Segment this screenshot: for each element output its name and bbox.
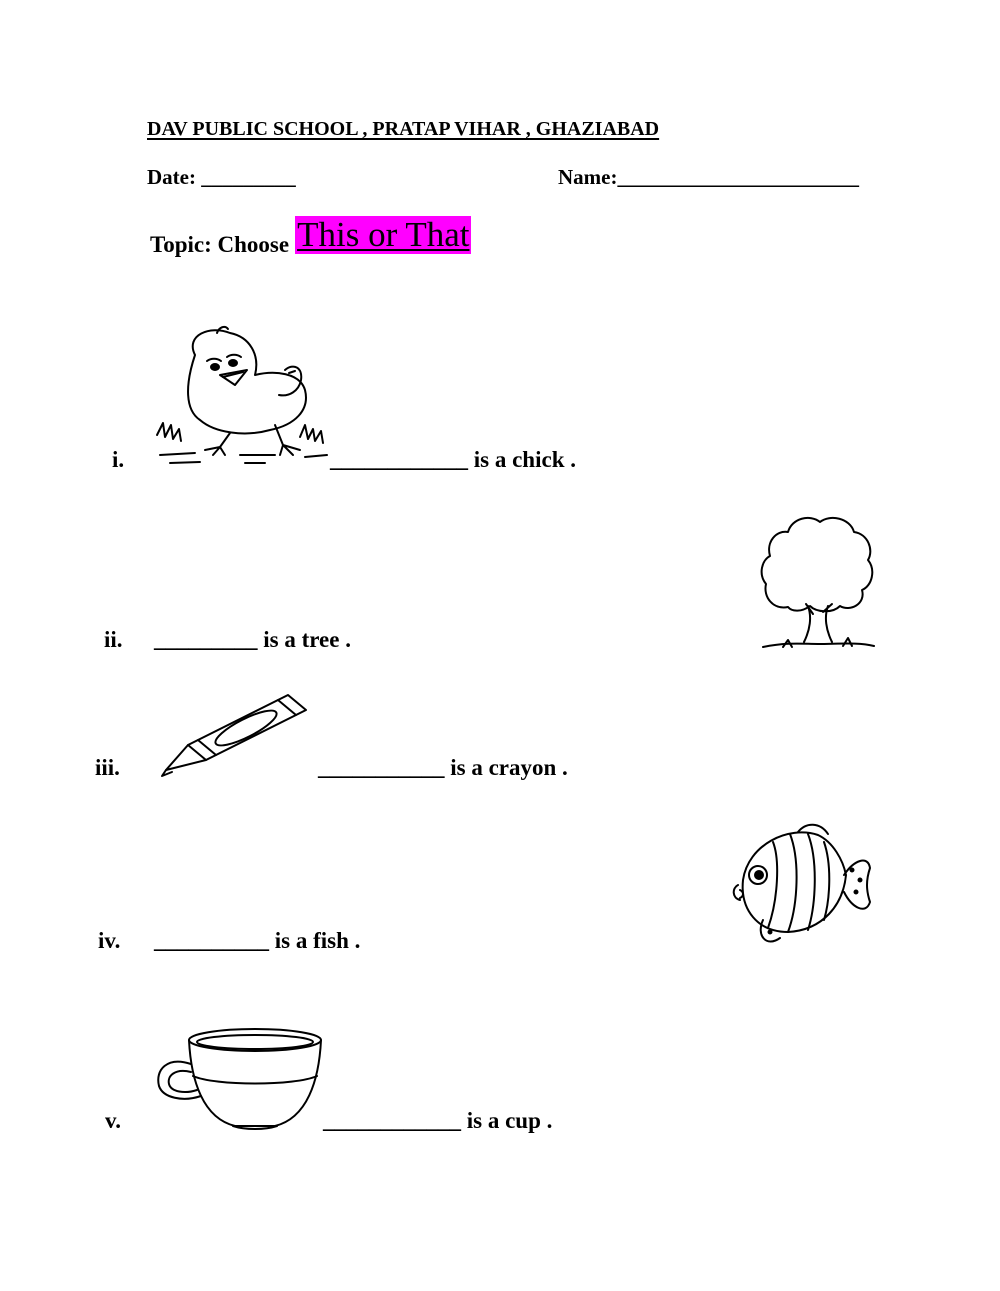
question-number: v. [105,1108,121,1133]
question-sentence: ____________ is a chick . [330,447,576,472]
question-number: iv. [98,928,121,953]
question-sentence: ___________ is a crayon . [318,755,568,780]
question-number: iii. [95,755,120,780]
question-sentence: _________ is a tree . [154,627,351,652]
question-number: i. [112,447,125,472]
topic-line [150,215,471,258]
fish-icon [728,820,874,950]
topic-prefix: Topic: Choose [150,232,290,257]
topic-highlight: This or That [297,215,470,254]
tree-icon [758,512,876,652]
question-sentence: __________ is a fish . [154,928,361,953]
crayon-icon [158,690,310,780]
question-sentence: ____________ is a cup . [323,1108,553,1133]
question-number: ii. [104,627,123,652]
chick-icon [155,325,330,465]
date-field: Date: _________ [147,165,296,189]
name-field: Name:_______________________ [558,165,859,189]
cup-icon [155,1026,327,1132]
school-title: DAV PUBLIC SCHOOL , PRATAP VIHAR , GHAZIABAD [147,118,660,140]
